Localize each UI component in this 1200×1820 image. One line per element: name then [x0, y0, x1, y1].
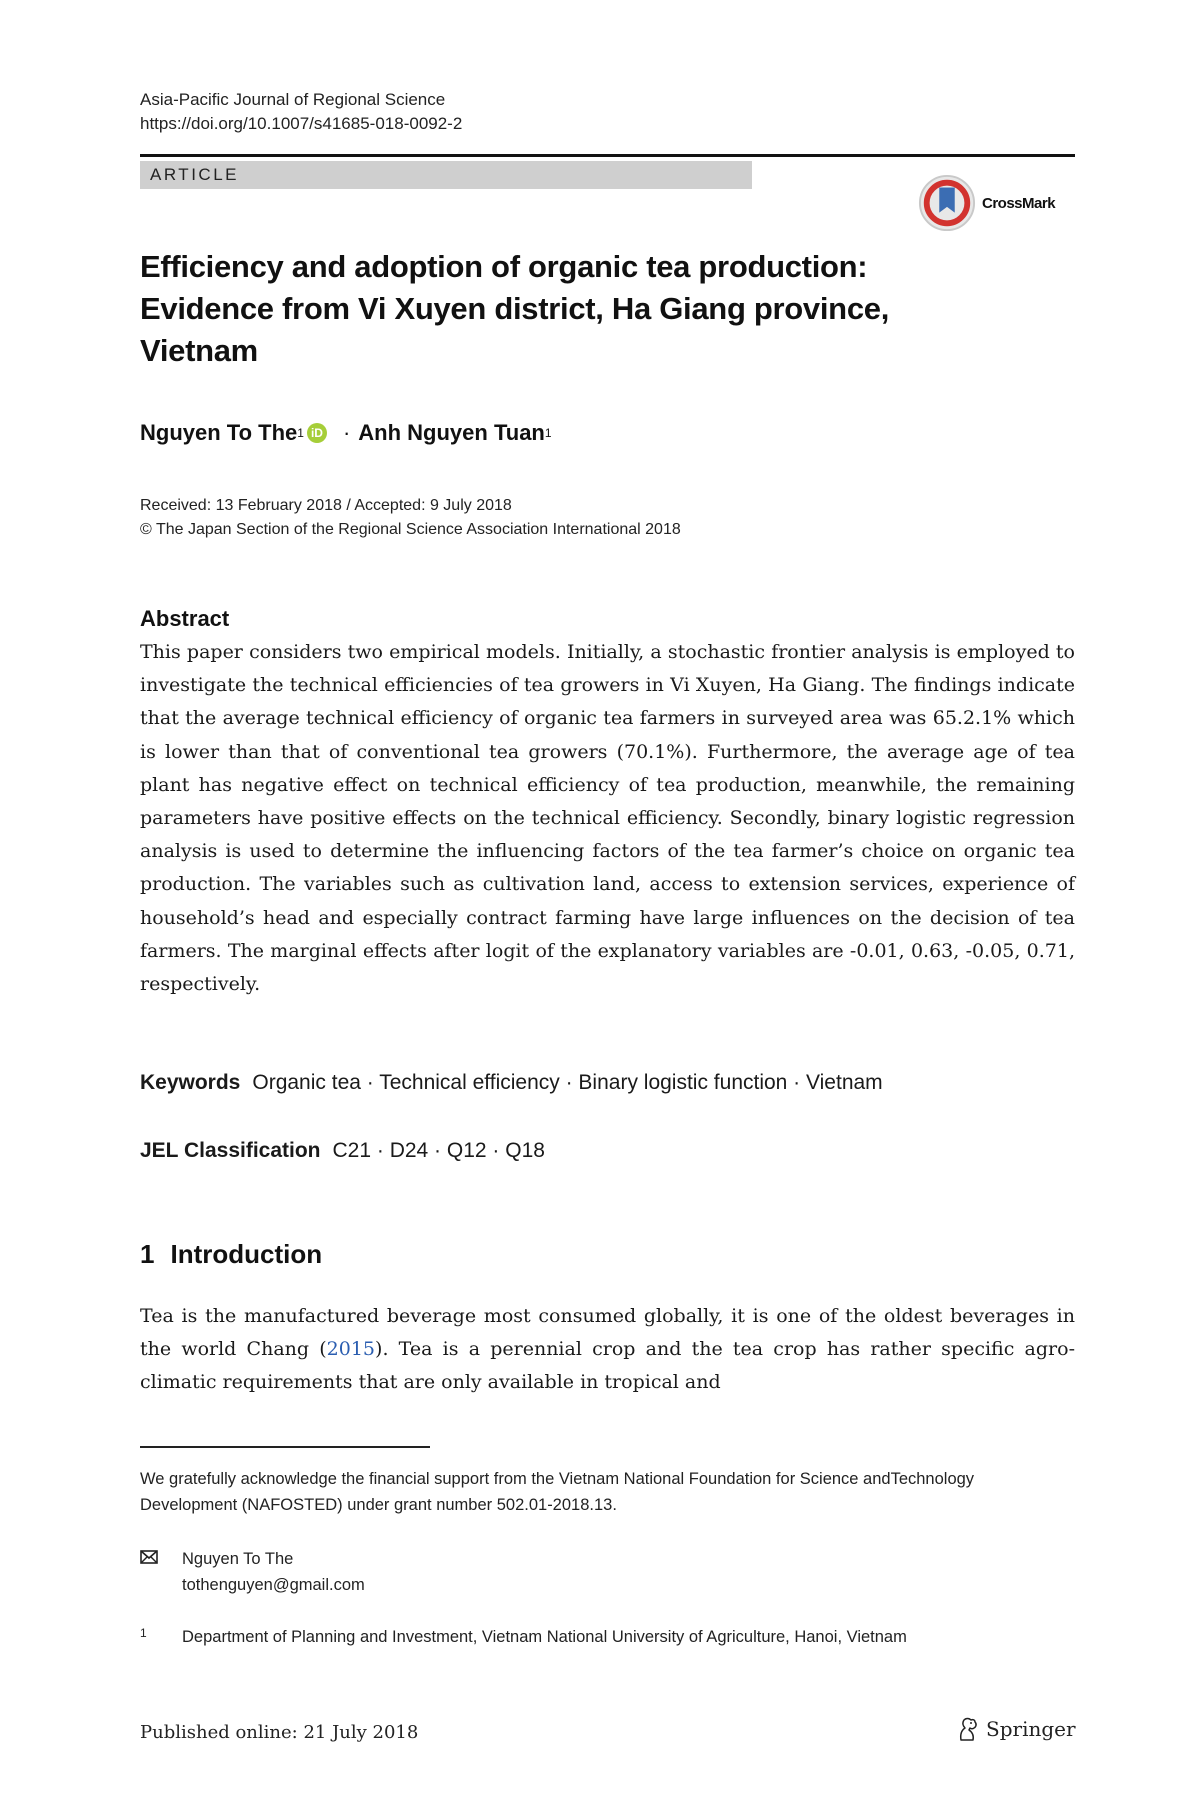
doi-link[interactable]: https://doi.org/10.1007/s41685-018-0092-2 — [140, 114, 463, 133]
footnote-rule — [140, 1446, 430, 1448]
jel-codes: C21 · D24 · Q12 · Q18 — [332, 1139, 545, 1162]
acknowledgement-footnote: We gratefully acknowledge the financial support from the Vietnam National Foundation for Science andTechnology Development (NAFOSTED) under grant number 502.01-2018.13. — [140, 1470, 975, 1514]
header-rule — [140, 154, 1075, 157]
section-number: 1 — [140, 1239, 155, 1269]
envelope-icon — [140, 1550, 158, 1564]
corresponding-author-name: Nguyen To The — [182, 1550, 294, 1568]
abstract-heading: Abstract — [140, 606, 230, 631]
jel-label: JEL Classification — [140, 1139, 321, 1162]
crossmark-label: CrossMark — [982, 194, 1056, 212]
author-name[interactable]: Nguyen To The — [140, 420, 298, 445]
author-list — [140, 418, 552, 448]
corresponding-author-email[interactable]: tothenguyen@gmail.com — [182, 1576, 365, 1594]
paper-title — [140, 246, 960, 372]
received-accepted-dates: Received: 13 February 2018 / Accepted: 9 July 2018 — [140, 497, 512, 514]
author-separator: · — [342, 420, 351, 445]
keywords-list: Organic tea · Technical efficiency · Binary logistic function · Vietnam — [252, 1071, 883, 1094]
affiliation-number: 1 — [140, 1626, 147, 1640]
crossmark-icon — [918, 174, 976, 232]
jel-classification — [140, 1136, 545, 1166]
published-date: Published online: 21 July 2018 — [140, 1722, 419, 1743]
crossmark-badge[interactable] — [918, 172, 1072, 234]
title-line-1: Efficiency and adoption of organic tea production: — [140, 249, 868, 284]
abstract-text: This paper considers two empirical models. Initially, a stochastic frontier analysis is employed to investigate the technical efficiencies of tea growers in Vi Xuyen, Ha Giang. The findings indicate that the average technical efficiency of organic tea farmers in surveyed area was 65.2.1% which is lower than that of conventional tea growers (70.1%). Furthermore, the average age of tea plant has negative effect on technical efficiency of tea production, meanwhile, the remaining parameters have positive effects on the technical efficiency. Secondly, binary logistic regression analysis is used to determine the influencing factors of the tea farmer’s choice on organic tea production. The variables such as cultivation land, access to extension services, experience of household’s head and especially contract farming have large influences on the decision of tea farmers. The marginal effects after logit of the explanatory variables are -0.01, 0.63, -0.05, 0.71, respectively. — [140, 641, 1075, 996]
orcid-icon[interactable]: iD — [307, 423, 327, 443]
author-name[interactable]: Anh Nguyen Tuan — [358, 420, 545, 445]
section-title: Introduction — [170, 1239, 323, 1269]
article-type-label: ARTICLE — [150, 165, 239, 184]
publisher-logo[interactable] — [956, 1716, 1076, 1742]
publisher-name: Springer — [986, 1717, 1076, 1741]
title-line-2: Evidence from Vi Xuyen district, Ha Giang province, — [140, 291, 890, 326]
springer-horse-icon — [956, 1716, 980, 1742]
keywords-label: Keywords — [140, 1071, 241, 1094]
keywords — [140, 1068, 883, 1098]
affiliation-marker: 1 — [297, 426, 304, 440]
section-heading — [140, 1236, 322, 1272]
citation-link[interactable]: 2015 — [326, 1338, 376, 1361]
affiliation-text: Department of Planning and Investment, Vietnam National University of Agriculture, Hanoi, Vietnam — [182, 1628, 907, 1646]
affiliation-marker: 1 — [544, 426, 552, 440]
intro-text-cont: ). Tea is a perennial crop and the tea crop has rather specific agro-climatic requirements that are only available in tropical and — [140, 1338, 1075, 1394]
journal-name: Asia-Pacific Journal of Regional Science — [140, 90, 446, 109]
intro-text: Tea is the manufactured beverage most consumed globally, it is one of the oldest beverages in the world Chang ( — [140, 1305, 1075, 1361]
title-line-3: Vietnam — [140, 333, 258, 368]
introduction-paragraph — [140, 1300, 1075, 1400]
copyright-notice: © The Japan Section of the Regional Science Association International 2018 — [140, 521, 681, 538]
